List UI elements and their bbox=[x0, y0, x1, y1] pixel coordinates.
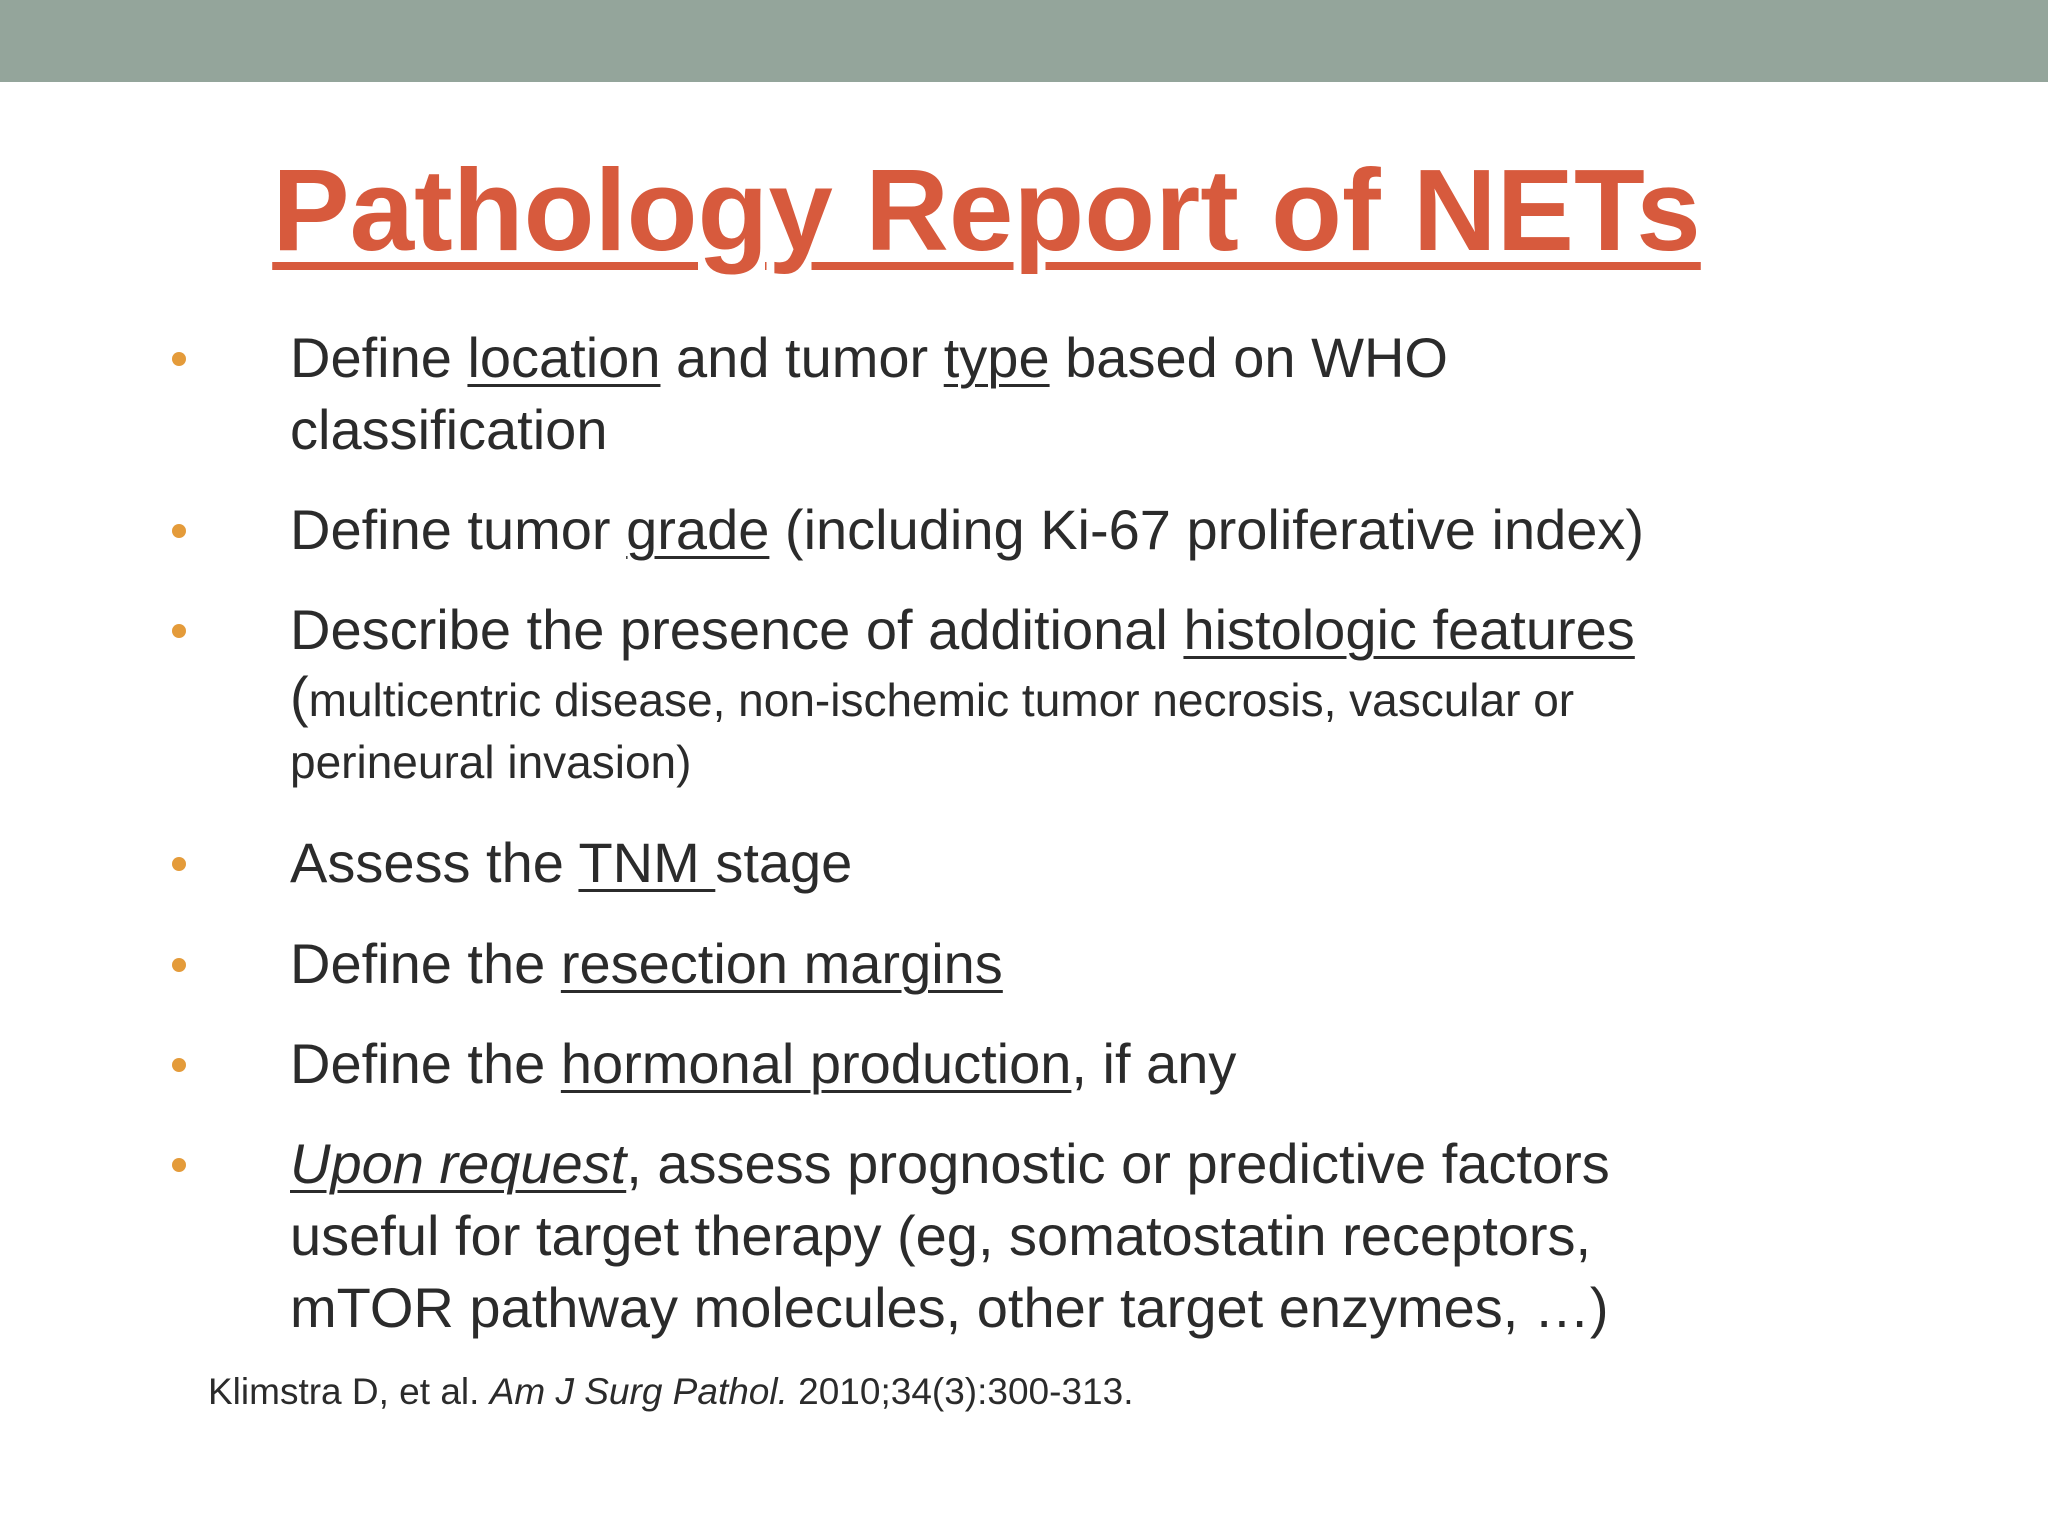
bullet-text: Assess the TNM stage bbox=[290, 831, 853, 894]
bullet-text: Describe the presence of additional histologic features (multicentric disease, non-ischemic tumor necrosis, vascular or perineural invasion) bbox=[290, 598, 1635, 788]
slide-header-bar bbox=[0, 0, 2048, 82]
bullet-text: Define the resection margins bbox=[290, 932, 1003, 995]
bullet-text: Define location and tumor type based on WHO classification bbox=[290, 326, 1448, 461]
bullet-icon bbox=[172, 624, 186, 638]
citation: Klimstra D, et al. Am J Surg Pathol. 2010;34(3):300-313. bbox=[208, 1371, 1134, 1412]
bullet-text: Define the hormonal production, if any bbox=[290, 1032, 1237, 1095]
bullet-icon bbox=[172, 352, 186, 366]
slide-title: Pathology Report of NETs bbox=[272, 145, 1701, 275]
bullet-icon bbox=[172, 1058, 186, 1072]
bullet-icon bbox=[172, 958, 186, 972]
bullet-text: Define tumor grade (including Ki-67 proliferative index) bbox=[290, 498, 1645, 561]
bullet-icon bbox=[172, 857, 186, 871]
bullet-icon bbox=[172, 524, 186, 538]
bullet-icon bbox=[172, 1158, 186, 1172]
bullet-text: Upon request, assess prognostic or predictive factors useful for target therapy (eg, somatostatin receptors, mTOR pathway molecules, other target enzymes, …) bbox=[290, 1132, 1610, 1339]
